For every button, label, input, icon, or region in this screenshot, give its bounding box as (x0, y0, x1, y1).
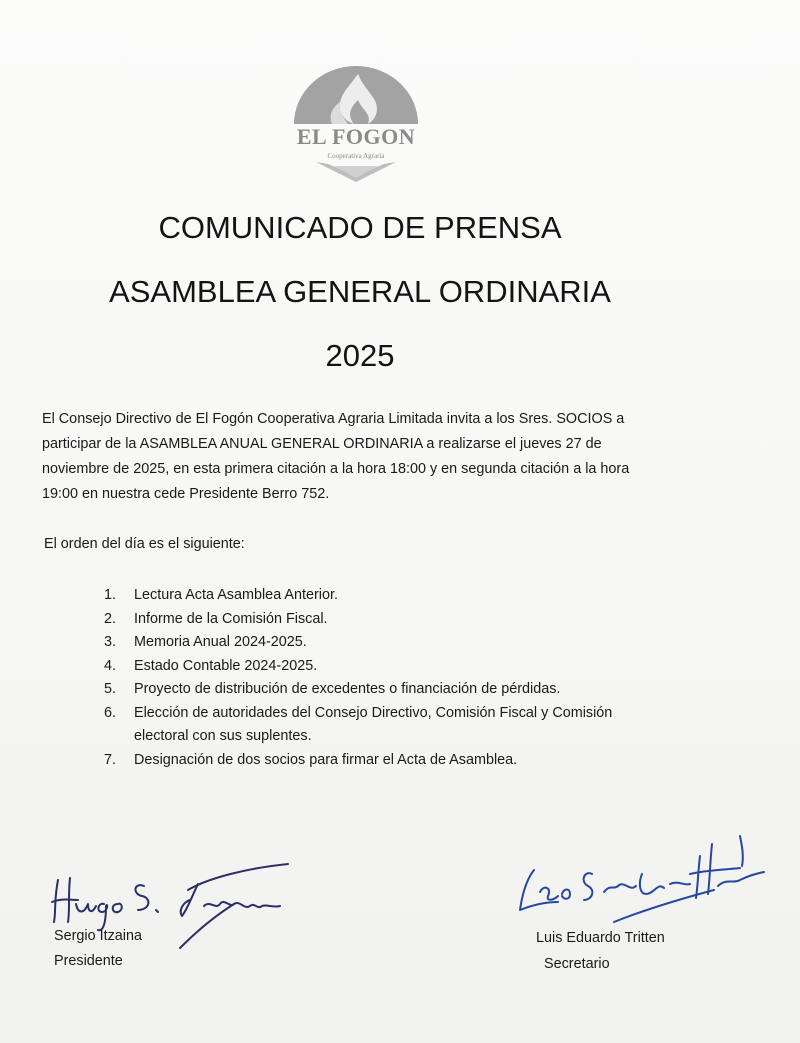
agenda-item-text: Estado Contable 2024-2025. (134, 657, 318, 674)
agenda-item (100, 702, 660, 749)
agenda-item-text: Informe de la Comisión Fiscal. (134, 610, 328, 627)
paragraph-line: El Consejo Directivo de El Fogón Cooperativa Agraria Limitada invita a los Sres. SOCIOS a (42, 411, 625, 427)
president-name: Sergio Itzaina (54, 928, 142, 944)
agenda-item-number: 2. (104, 610, 117, 627)
agenda-item-number: 4. (104, 657, 117, 674)
paragraph-line: 19:00 en nuestra cede Presidente Berro 752. (42, 486, 330, 502)
agenda-list (100, 584, 660, 772)
agenda-item-number: 3. (104, 634, 117, 650)
title-line-2: ASAMBLEA GENERAL ORDINARIA (109, 274, 611, 309)
agenda-intro: El orden del día es el siguiente: (44, 536, 245, 552)
el-fogon-logo (288, 66, 424, 184)
agenda-item-number: 5. (104, 681, 117, 697)
title-line-1: COMUNICADO DE PRENSA (158, 210, 562, 245)
secretary-role: Secretario (544, 956, 610, 972)
secretary-signature (514, 826, 784, 926)
agenda-item (100, 655, 660, 679)
agenda-item-text: Elección de autoridades del Consejo Directivo, Comisión Fiscal y Comisión (134, 704, 613, 721)
paragraph-line: noviembre de 2025, en esta primera citación a la hora 18:00 y en segunda citación a la hora (42, 461, 630, 477)
agenda-item (100, 631, 660, 655)
agenda-item (100, 584, 660, 608)
paragraph-line: participar de la ASAMBLEA ANUAL GENERAL ORDINARIA a realizarse el jueves 27 de (42, 436, 602, 452)
secretary-name: Luis Eduardo Tritten (536, 930, 665, 946)
agenda-item-number: 7. (104, 751, 117, 768)
agenda-item-text: Memoria Anual 2024-2025. (134, 634, 307, 650)
agenda-item-number: 6. (104, 704, 117, 721)
logo-wordmark: EL FOGON (296, 124, 416, 149)
agenda-item-number: 1. (104, 587, 117, 603)
logo-subtitle: Cooperativa Agraria (327, 152, 385, 160)
president-role: Presidente (54, 953, 123, 969)
agenda-item-continuation: electoral con sus suplentes. (134, 728, 312, 744)
agenda-item (100, 749, 660, 773)
agenda-item-text: Designación de dos socios para firmar el Acta de Asamblea. (134, 751, 518, 768)
agenda-item (100, 678, 660, 702)
title-line-3: 2025 (325, 338, 395, 373)
agenda-item-text: Lectura Acta Asamblea Anterior. (134, 587, 338, 603)
agenda-item-text: Proyecto de distribución de excedentes o financiación de pérdidas. (134, 681, 561, 697)
agenda-item (100, 608, 660, 632)
invitation-paragraph (42, 407, 682, 507)
